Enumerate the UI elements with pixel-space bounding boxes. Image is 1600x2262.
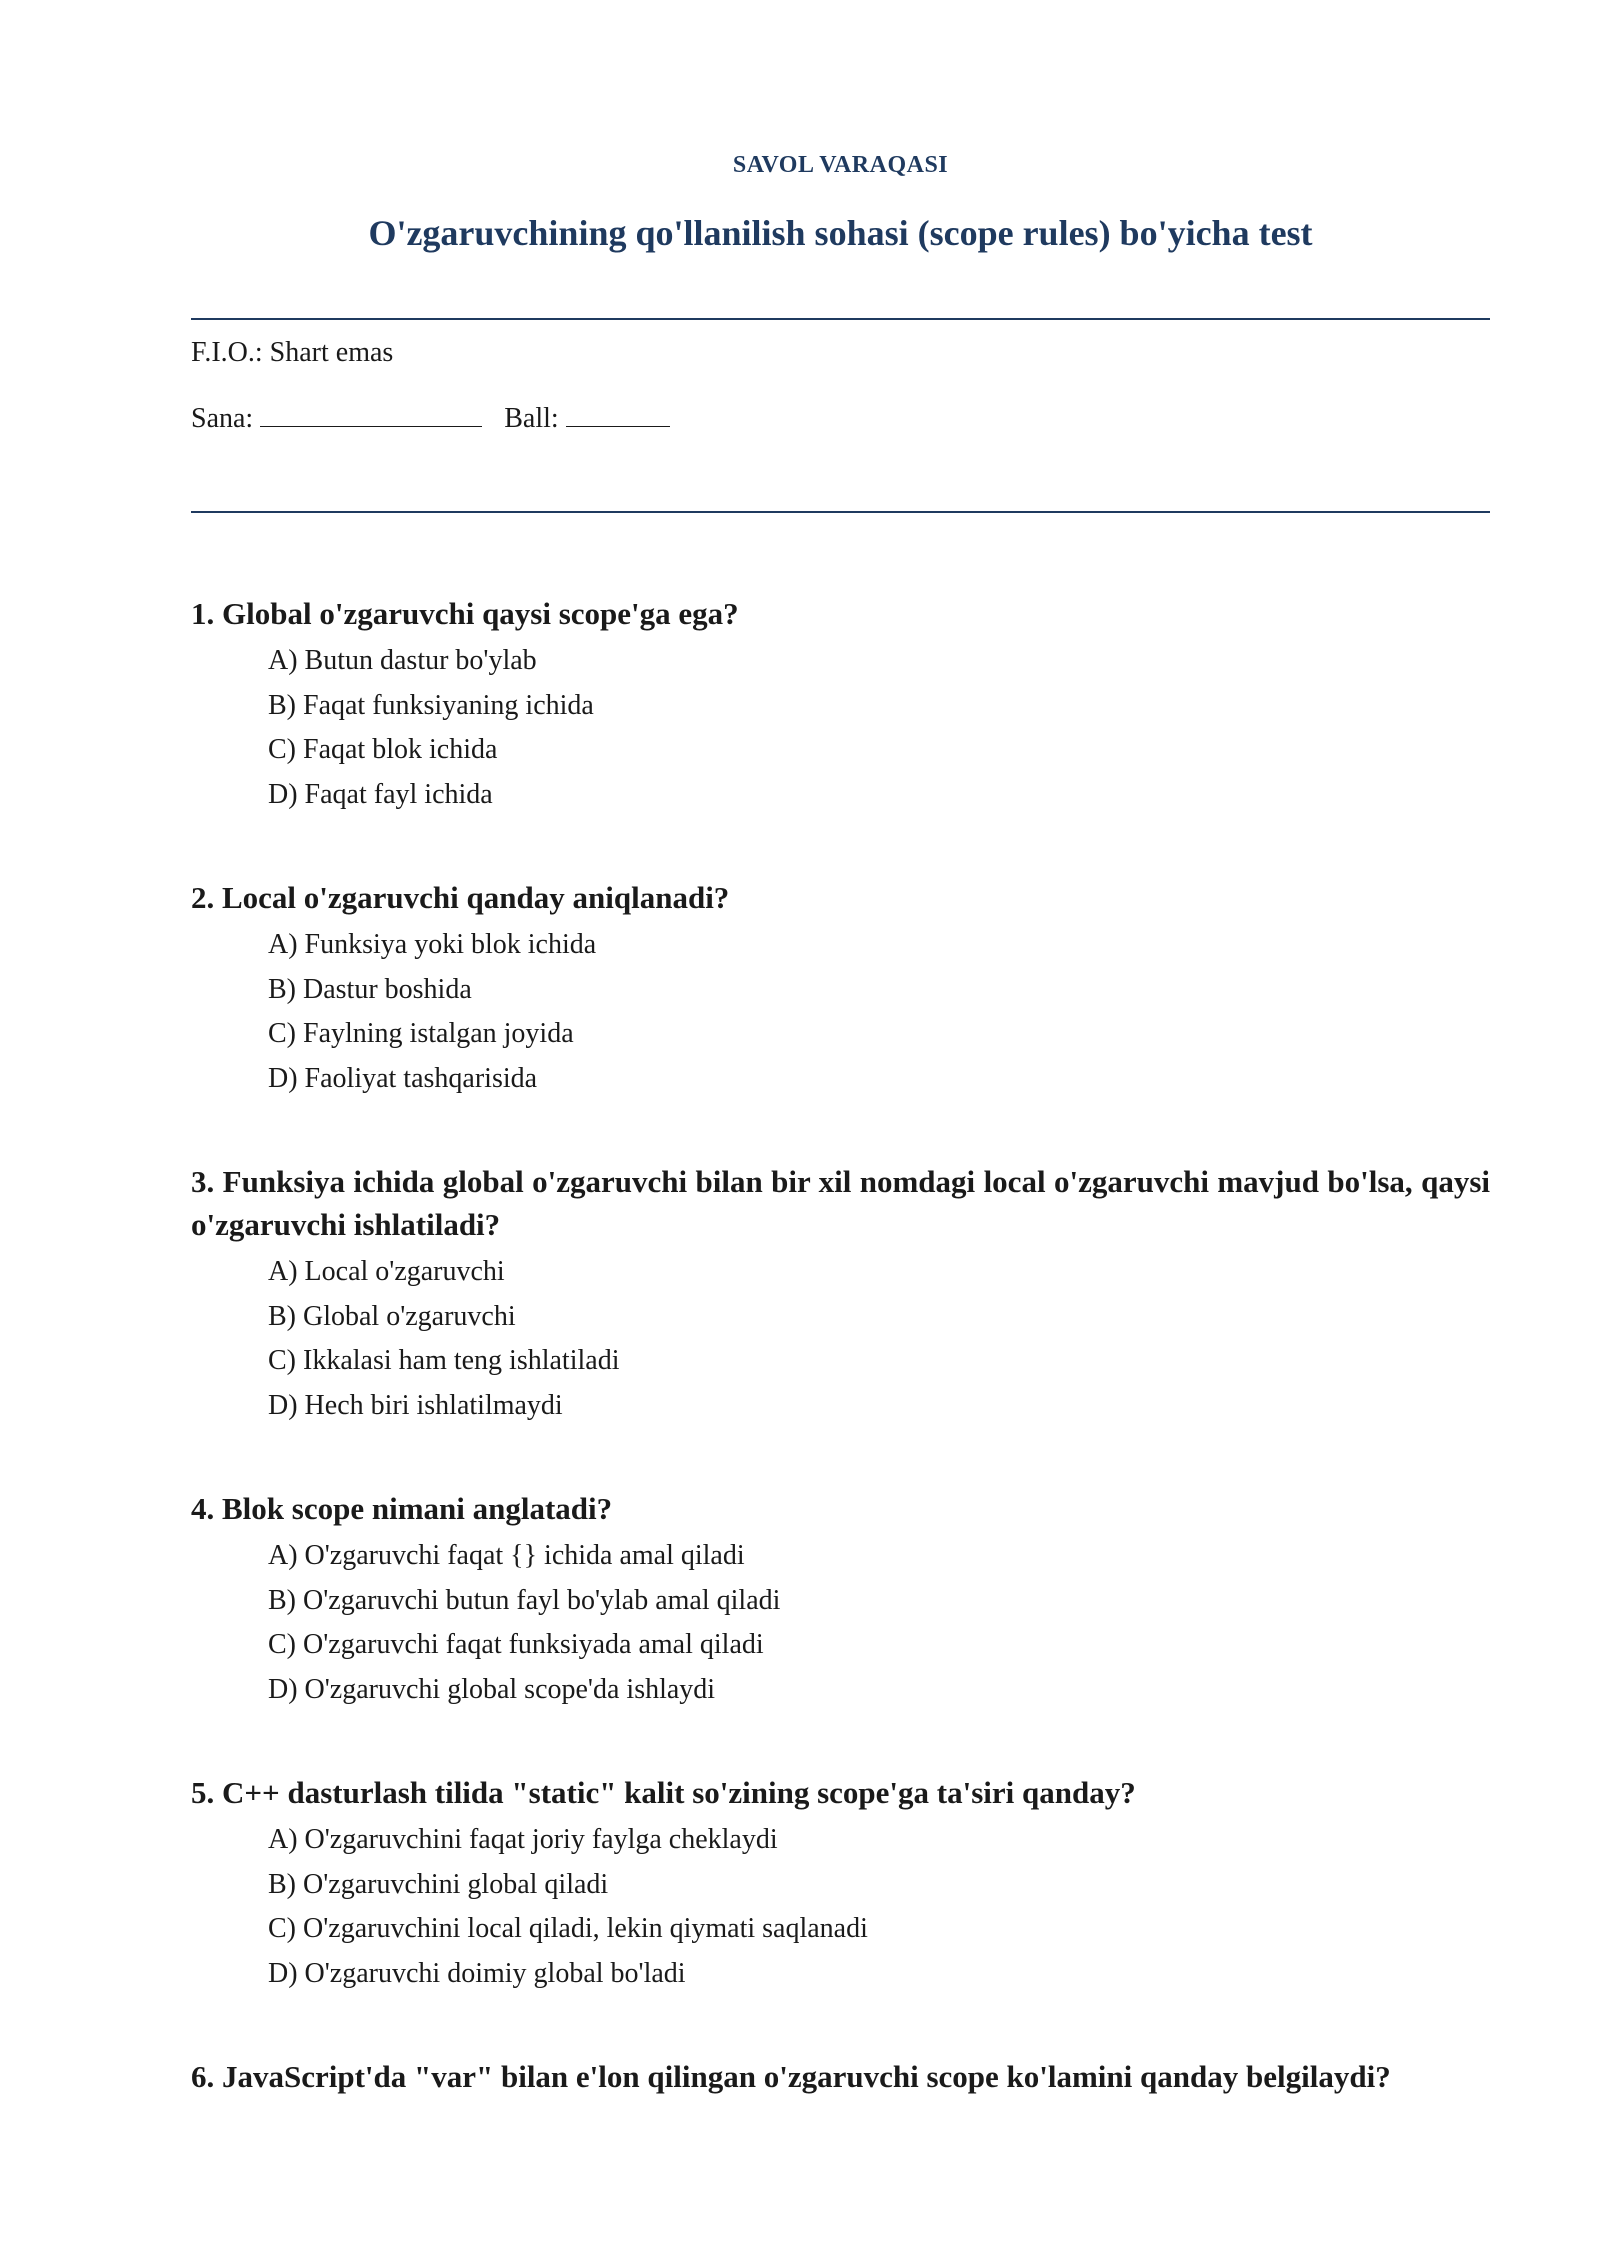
- question-text: 4. Blok scope nimani anglatadi?: [191, 1491, 613, 1526]
- answer-option: A) O'zgaruvchi faqat {} ichida amal qiladi: [268, 1540, 745, 1571]
- fio-label: F.I.O.:: [191, 337, 263, 368]
- question-text: 5. C++ dasturlash tilida "static" kalit so'zining scope'ga ta'siri qanday?: [191, 1775, 1136, 1810]
- answer-option: C) O'zgaruvchi faqat funksiyada amal qiladi: [268, 1629, 764, 1660]
- top-divider: [191, 318, 1490, 320]
- score-blank: [566, 402, 670, 427]
- answer-option: B) O'zgaruvchini global qiladi: [268, 1868, 609, 1900]
- question-block: [191, 1771, 1490, 1996]
- answer-option: B) Global o'zgaruvchi: [268, 1300, 516, 1332]
- answer-option: B) Faqat funksiyaning ichida: [268, 689, 594, 721]
- answer-option: C) O'zgaruvchini local qiladi, lekin qiymati saqlanadi: [268, 1913, 868, 1944]
- answer-option: D) O'zgaruvchi doimiy global bo'ladi: [268, 1957, 686, 1989]
- answer-option: D) Hech biri ishlatilmaydi: [268, 1389, 563, 1421]
- bottom-divider: [191, 511, 1490, 513]
- answer-option: C) Faqat blok ichida: [268, 734, 498, 765]
- question-text: 6. JavaScript'da "var" bilan e'lon qilingan o'zgaruvchi scope ko'lamini qanday belgilaydi?: [191, 2059, 1391, 2094]
- question-block: [191, 592, 1490, 817]
- question-list: [191, 592, 1490, 2157]
- fio-line: [191, 337, 393, 369]
- date-label: Sana:: [191, 403, 254, 434]
- question-block: [191, 876, 1490, 1101]
- answer-option: A) Local o'zgaruvchi: [268, 1256, 505, 1287]
- question-block: [191, 1487, 1490, 1712]
- answer-option: A) O'zgaruvchini faqat joriy faylga cheklaydi: [268, 1824, 778, 1855]
- answer-option: D) O'zgaruvchi global scope'da ishlaydi: [268, 1673, 716, 1705]
- answer-option: A) Butun dastur bo'ylab: [268, 645, 537, 676]
- answer-option: B) O'zgaruvchi butun fayl bo'ylab amal qiladi: [268, 1584, 781, 1616]
- answer-option: C) Ikkalasi ham teng ishlatiladi: [268, 1345, 620, 1376]
- sheet-title: O'zgaruvchining qo'llanilish sohasi (scope rules) bo'yicha test: [368, 213, 1313, 253]
- answer-option: D) Faoliyat tashqarisida: [268, 1062, 538, 1094]
- sheet-kicker: SAVOL VARAQASI: [732, 152, 949, 178]
- score-label: Ball:: [504, 403, 559, 434]
- answer-option: D) Faqat fayl ichida: [268, 778, 493, 810]
- answer-option: B) Dastur boshida: [268, 973, 472, 1005]
- question-text: 1. Global o'zgaruvchi qaysi scope'ga ega?: [191, 596, 739, 631]
- question-block: [191, 2055, 1490, 2098]
- answer-option: C) Faylning istalgan joyida: [268, 1018, 574, 1049]
- answer-option: A) Funksiya yoki blok ichida: [268, 929, 597, 960]
- fio-value: Shart emas: [269, 337, 394, 368]
- question-block: [191, 1160, 1490, 1428]
- date-blank: [260, 402, 482, 427]
- question-text: 2. Local o'zgaruvchi qanday aniqlanadi?: [191, 880, 730, 915]
- date-score-line: [191, 402, 670, 435]
- question-text: 3. Funksiya ichida global o'zgaruvchi bilan bir xil nomdagi local o'zgaruvchi mavjud bo'lsa, qaysi o'zgaruvchi ishlatiladi?: [191, 1164, 1490, 1242]
